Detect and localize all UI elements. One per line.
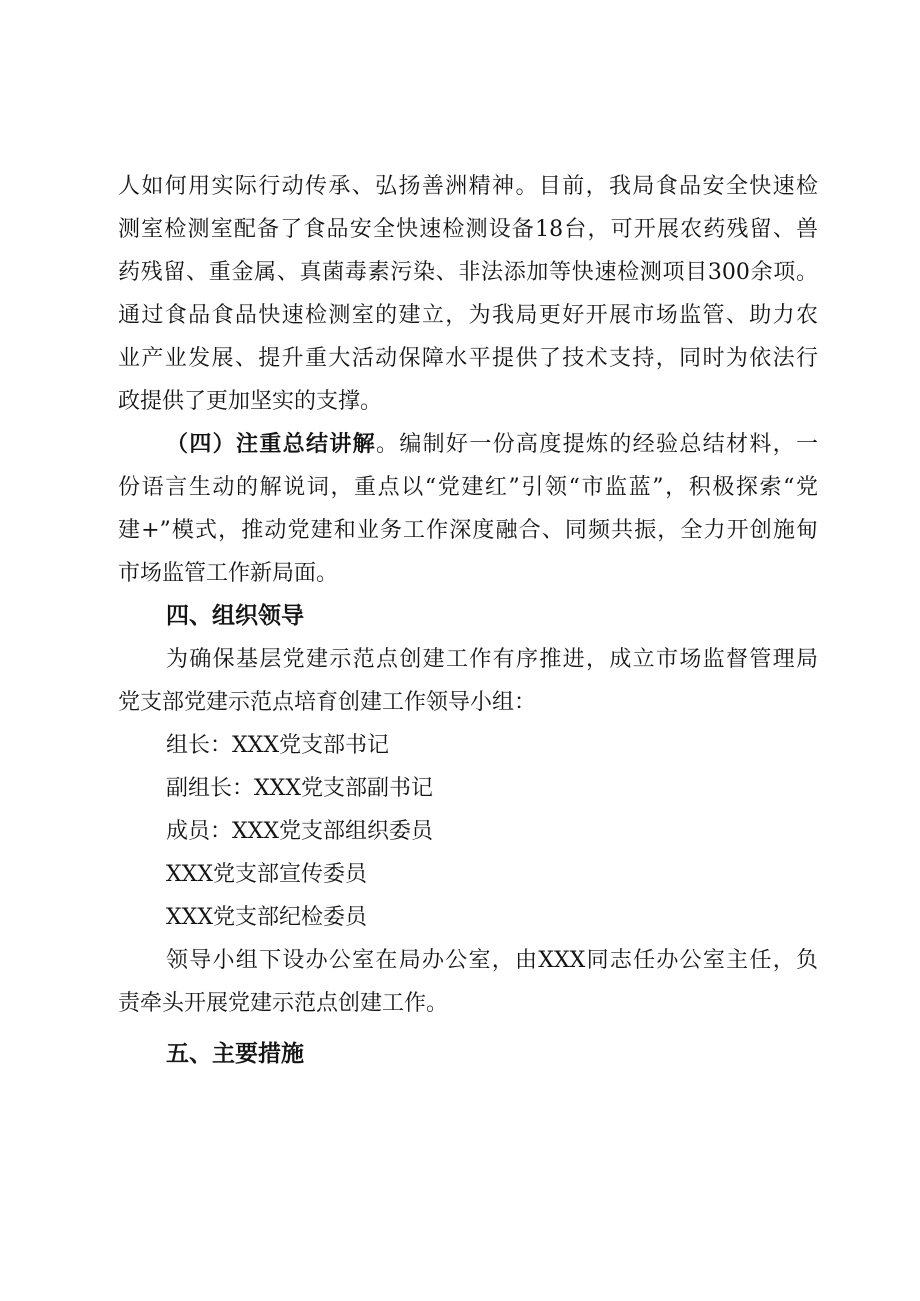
text-line: 通过食品食品快速检测室的建立，为我局更好开展市场监管、助力农	[118, 303, 818, 328]
document-body	[118, 165, 818, 1076]
text-line: 建+”模式，推动党建和业务工作深度融合、同频共振，全力开创施甸	[118, 518, 818, 543]
member-item: 组长：XXX党支部书记	[166, 733, 389, 758]
paragraph-four	[118, 423, 818, 595]
text-line: 测室检测室配备了食品安全快速检测设备18台，可开展农药残留、兽	[118, 217, 818, 242]
section-four-title: 四、组织领导	[166, 603, 304, 629]
text-line: 为确保基层党建示范点创建工作有序推进，成立市场监督管理局	[166, 647, 818, 672]
text-line: 责牵头开展党建示范点创建工作。	[118, 991, 449, 1016]
section-four	[118, 595, 818, 638]
member-list	[118, 724, 818, 939]
paragraph-four-first-rest: 。编制好一份高度提炼的经验总结材料，一	[376, 432, 818, 457]
text-line: 业产业发展、提升重大活动保障水平提供了技术支持，同时为依法行	[118, 346, 818, 371]
paragraph-intro	[118, 165, 818, 423]
text-line: 市场监管工作新局面。	[118, 561, 339, 586]
text-line: 药残留、重金属、真菌毒素污染、非法添加等快速检测项目300余项。	[118, 260, 818, 285]
paragraph-org	[118, 638, 818, 724]
text-line: 党支部党建示范点培育创建工作领导小组：	[118, 690, 537, 715]
text-line: 份语言生动的解说词，重点以“党建红”引领“市监蓝”，积极探索“党	[118, 475, 818, 500]
paragraph-four-first-line	[118, 423, 818, 466]
paragraph-office	[118, 939, 818, 1025]
text-line: 人如何用实际行动传承、弘扬善洲精神。目前，我局食品安全快速检	[118, 174, 818, 199]
text-line: 领导小组下设办公室在局办公室，由XXX同志任办公室主任，负	[166, 948, 818, 973]
member-item: 副组长：XXX党支部副书记	[166, 776, 433, 801]
text-line: 政提供了更加坚实的支撑。	[118, 389, 383, 414]
member-item: XXX党支部纪检委员	[166, 905, 367, 930]
member-item: 成员：XXX党支部组织委员	[166, 819, 433, 844]
paragraph-four-heading: （四）注重总结讲解	[166, 432, 376, 457]
member-item: XXX党支部宣传委员	[166, 862, 367, 887]
section-five	[118, 1033, 818, 1076]
section-five-title: 五、主要措施	[166, 1041, 304, 1067]
